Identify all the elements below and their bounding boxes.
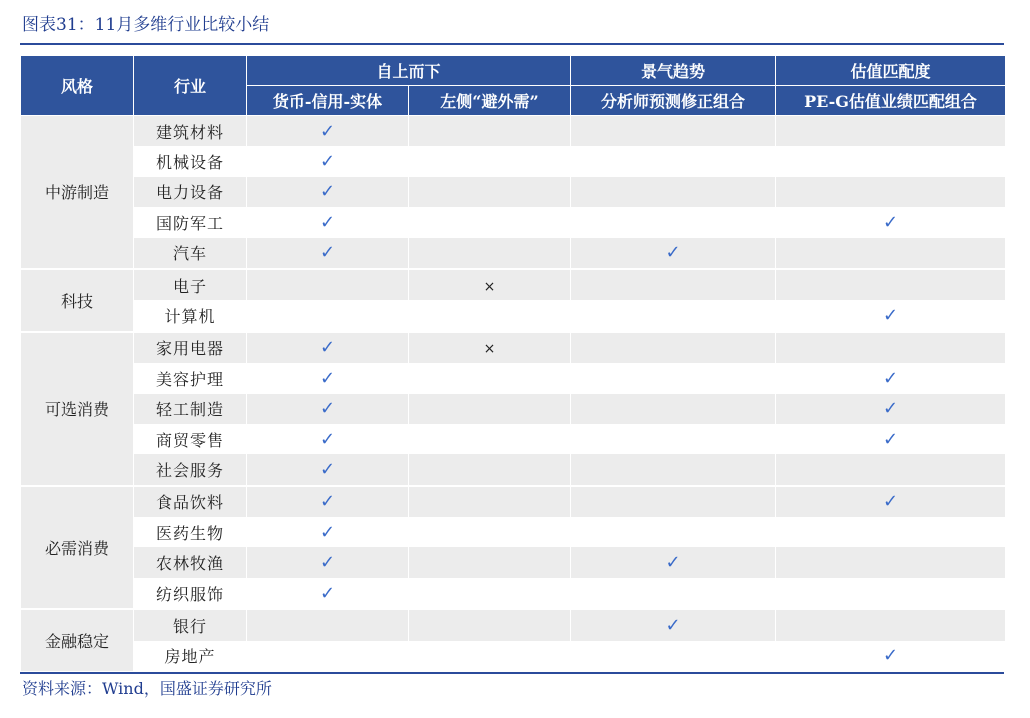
credit-cell — [247, 610, 409, 640]
check-mark-icon: ✓ — [319, 367, 336, 389]
analyst-cell — [571, 207, 776, 237]
credit-cell — [247, 146, 409, 176]
check-mark-icon: ✓ — [319, 491, 336, 513]
table-row — [21, 578, 1006, 608]
cross-mark-icon: × — [483, 341, 496, 358]
analyst-cell — [571, 641, 776, 671]
credit-cell — [247, 394, 409, 424]
table-row — [21, 177, 1006, 207]
left-cell — [409, 270, 571, 300]
credit-cell — [247, 641, 409, 671]
check-mark-icon: ✓ — [319, 428, 336, 450]
peg-cell — [776, 116, 1006, 147]
table-row — [21, 487, 1006, 517]
left-cell — [409, 146, 571, 176]
analyst-cell — [571, 300, 776, 330]
header-group-top-down: 自上而下 — [247, 56, 571, 86]
check-mark-icon: ✓ — [319, 398, 336, 420]
check-mark-icon: ✓ — [319, 458, 336, 480]
left-cell — [409, 424, 571, 454]
left-cell — [409, 610, 571, 640]
check-mark-icon: ✓ — [882, 428, 899, 450]
peg-cell — [776, 578, 1006, 608]
credit-cell — [247, 454, 409, 484]
check-mark-icon: ✓ — [319, 337, 336, 359]
check-mark-icon: ✓ — [665, 552, 681, 574]
industry-cell: 汽车 — [134, 238, 247, 268]
peg-cell — [776, 394, 1006, 424]
peg-cell — [776, 487, 1006, 517]
industry-cell: 医药生物 — [134, 517, 247, 547]
left-cell — [409, 207, 571, 237]
credit-cell — [247, 578, 409, 608]
check-mark-icon: ✓ — [665, 614, 681, 636]
industry-comparison-table — [20, 55, 1006, 671]
peg-cell — [776, 300, 1006, 330]
credit-cell — [247, 333, 409, 363]
chart-title: 图表31：11月多维行业比较小结 — [22, 15, 270, 35]
source-note: 资料来源：Wind，国盛证券研究所 — [22, 679, 272, 698]
credit-cell — [247, 238, 409, 268]
analyst-cell — [571, 238, 776, 268]
check-mark-icon: ✓ — [665, 242, 681, 264]
industry-cell: 轻工制造 — [134, 394, 247, 424]
left-cell — [409, 238, 571, 268]
title-rule — [20, 43, 1004, 45]
industry-cell: 农林牧渔 — [134, 547, 247, 577]
peg-cell — [776, 641, 1006, 671]
table-row — [21, 610, 1006, 640]
table-row — [21, 547, 1006, 577]
credit-cell — [247, 270, 409, 300]
peg-cell — [776, 363, 1006, 393]
industry-cell: 食品饮料 — [134, 487, 247, 517]
style-cell: 必需消费 — [21, 487, 134, 609]
credit-cell — [247, 300, 409, 330]
analyst-cell — [571, 270, 776, 300]
industry-cell: 美容护理 — [134, 363, 247, 393]
peg-cell — [776, 146, 1006, 176]
left-cell — [409, 578, 571, 608]
credit-cell — [247, 116, 409, 147]
header-style: 风格 — [21, 56, 134, 116]
table-row — [21, 333, 1006, 363]
left-cell — [409, 116, 571, 147]
analyst-cell — [571, 333, 776, 363]
credit-cell — [247, 363, 409, 393]
left-cell — [409, 363, 571, 393]
style-cell: 中游制造 — [21, 116, 134, 268]
table-row — [21, 207, 1006, 237]
left-cell — [409, 454, 571, 484]
peg-cell — [776, 333, 1006, 363]
industry-cell: 电子 — [134, 270, 247, 300]
cross-mark-icon: × — [483, 278, 496, 295]
header-col-credit: 货币-信用-实体 — [247, 86, 409, 116]
table-row — [21, 641, 1006, 671]
industry-cell: 商贸零售 — [134, 424, 247, 454]
check-mark-icon: ✓ — [319, 582, 336, 604]
header-group-prosperity: 景气趋势 — [571, 56, 776, 86]
credit-cell — [247, 177, 409, 207]
header-col-left: 左侧“避外需” — [409, 86, 571, 116]
industry-cell: 电力设备 — [134, 177, 247, 207]
check-mark-icon: ✓ — [882, 211, 899, 233]
source-rule — [20, 672, 1004, 674]
check-mark-icon: ✓ — [319, 211, 336, 233]
left-cell — [409, 394, 571, 424]
left-cell — [409, 177, 571, 207]
table-row — [21, 300, 1006, 330]
peg-cell — [776, 517, 1006, 547]
style-cell: 科技 — [21, 270, 134, 331]
peg-cell — [776, 454, 1006, 484]
analyst-cell — [571, 146, 776, 176]
peg-cell — [776, 207, 1006, 237]
header-industry: 行业 — [134, 56, 247, 116]
left-cell — [409, 641, 571, 671]
peg-cell — [776, 270, 1006, 300]
analyst-cell — [571, 116, 776, 147]
analyst-cell — [571, 424, 776, 454]
industry-cell: 银行 — [134, 610, 247, 640]
analyst-cell — [571, 487, 776, 517]
check-mark-icon: ✓ — [319, 521, 336, 543]
left-cell — [409, 547, 571, 577]
check-mark-icon: ✓ — [319, 181, 336, 203]
header-col-peg: PE-G估值业绩匹配组合 — [776, 86, 1006, 116]
table-row — [21, 394, 1006, 424]
credit-cell — [247, 207, 409, 237]
peg-cell — [776, 424, 1006, 454]
analyst-cell — [571, 394, 776, 424]
analyst-cell — [571, 547, 776, 577]
credit-cell — [247, 517, 409, 547]
credit-cell — [247, 547, 409, 577]
check-mark-icon: ✓ — [882, 367, 899, 389]
peg-cell — [776, 177, 1006, 207]
peg-cell — [776, 610, 1006, 640]
peg-cell — [776, 547, 1006, 577]
header-group-valuation: 估值匹配度 — [776, 56, 1006, 86]
check-mark-icon: ✓ — [319, 242, 336, 264]
left-cell — [409, 333, 571, 363]
analyst-cell — [571, 454, 776, 484]
table-row — [21, 116, 1006, 147]
analyst-cell — [571, 578, 776, 608]
left-cell — [409, 300, 571, 330]
check-mark-icon: ✓ — [319, 552, 336, 574]
industry-cell: 房地产 — [134, 641, 247, 671]
check-mark-icon: ✓ — [319, 151, 336, 173]
left-cell — [409, 487, 571, 517]
table-row — [21, 238, 1006, 268]
industry-cell: 社会服务 — [134, 454, 247, 484]
analyst-cell — [571, 177, 776, 207]
check-mark-icon: ✓ — [319, 120, 336, 142]
table-row — [21, 517, 1006, 547]
industry-cell: 建筑材料 — [134, 116, 247, 147]
left-cell — [409, 517, 571, 547]
industry-cell: 计算机 — [134, 300, 247, 330]
industry-cell: 纺织服饰 — [134, 578, 247, 608]
check-mark-icon: ✓ — [882, 491, 899, 513]
industry-cell: 国防军工 — [134, 207, 247, 237]
table-row — [21, 454, 1006, 484]
check-mark-icon: ✓ — [882, 305, 899, 327]
check-mark-icon: ✓ — [882, 645, 899, 667]
analyst-cell — [571, 363, 776, 393]
table-row — [21, 270, 1006, 300]
style-cell: 金融稳定 — [21, 610, 134, 671]
peg-cell — [776, 238, 1006, 268]
table-row — [21, 424, 1006, 454]
style-cell: 可选消费 — [21, 333, 134, 485]
credit-cell — [247, 424, 409, 454]
header-col-analyst: 分析师预测修正组合 — [571, 86, 776, 116]
table-row — [21, 146, 1006, 176]
table-row — [21, 363, 1006, 393]
credit-cell — [247, 487, 409, 517]
check-mark-icon: ✓ — [882, 398, 899, 420]
industry-cell: 机械设备 — [134, 146, 247, 176]
industry-cell: 家用电器 — [134, 333, 247, 363]
analyst-cell — [571, 610, 776, 640]
table-body — [21, 116, 1006, 672]
analyst-cell — [571, 517, 776, 547]
